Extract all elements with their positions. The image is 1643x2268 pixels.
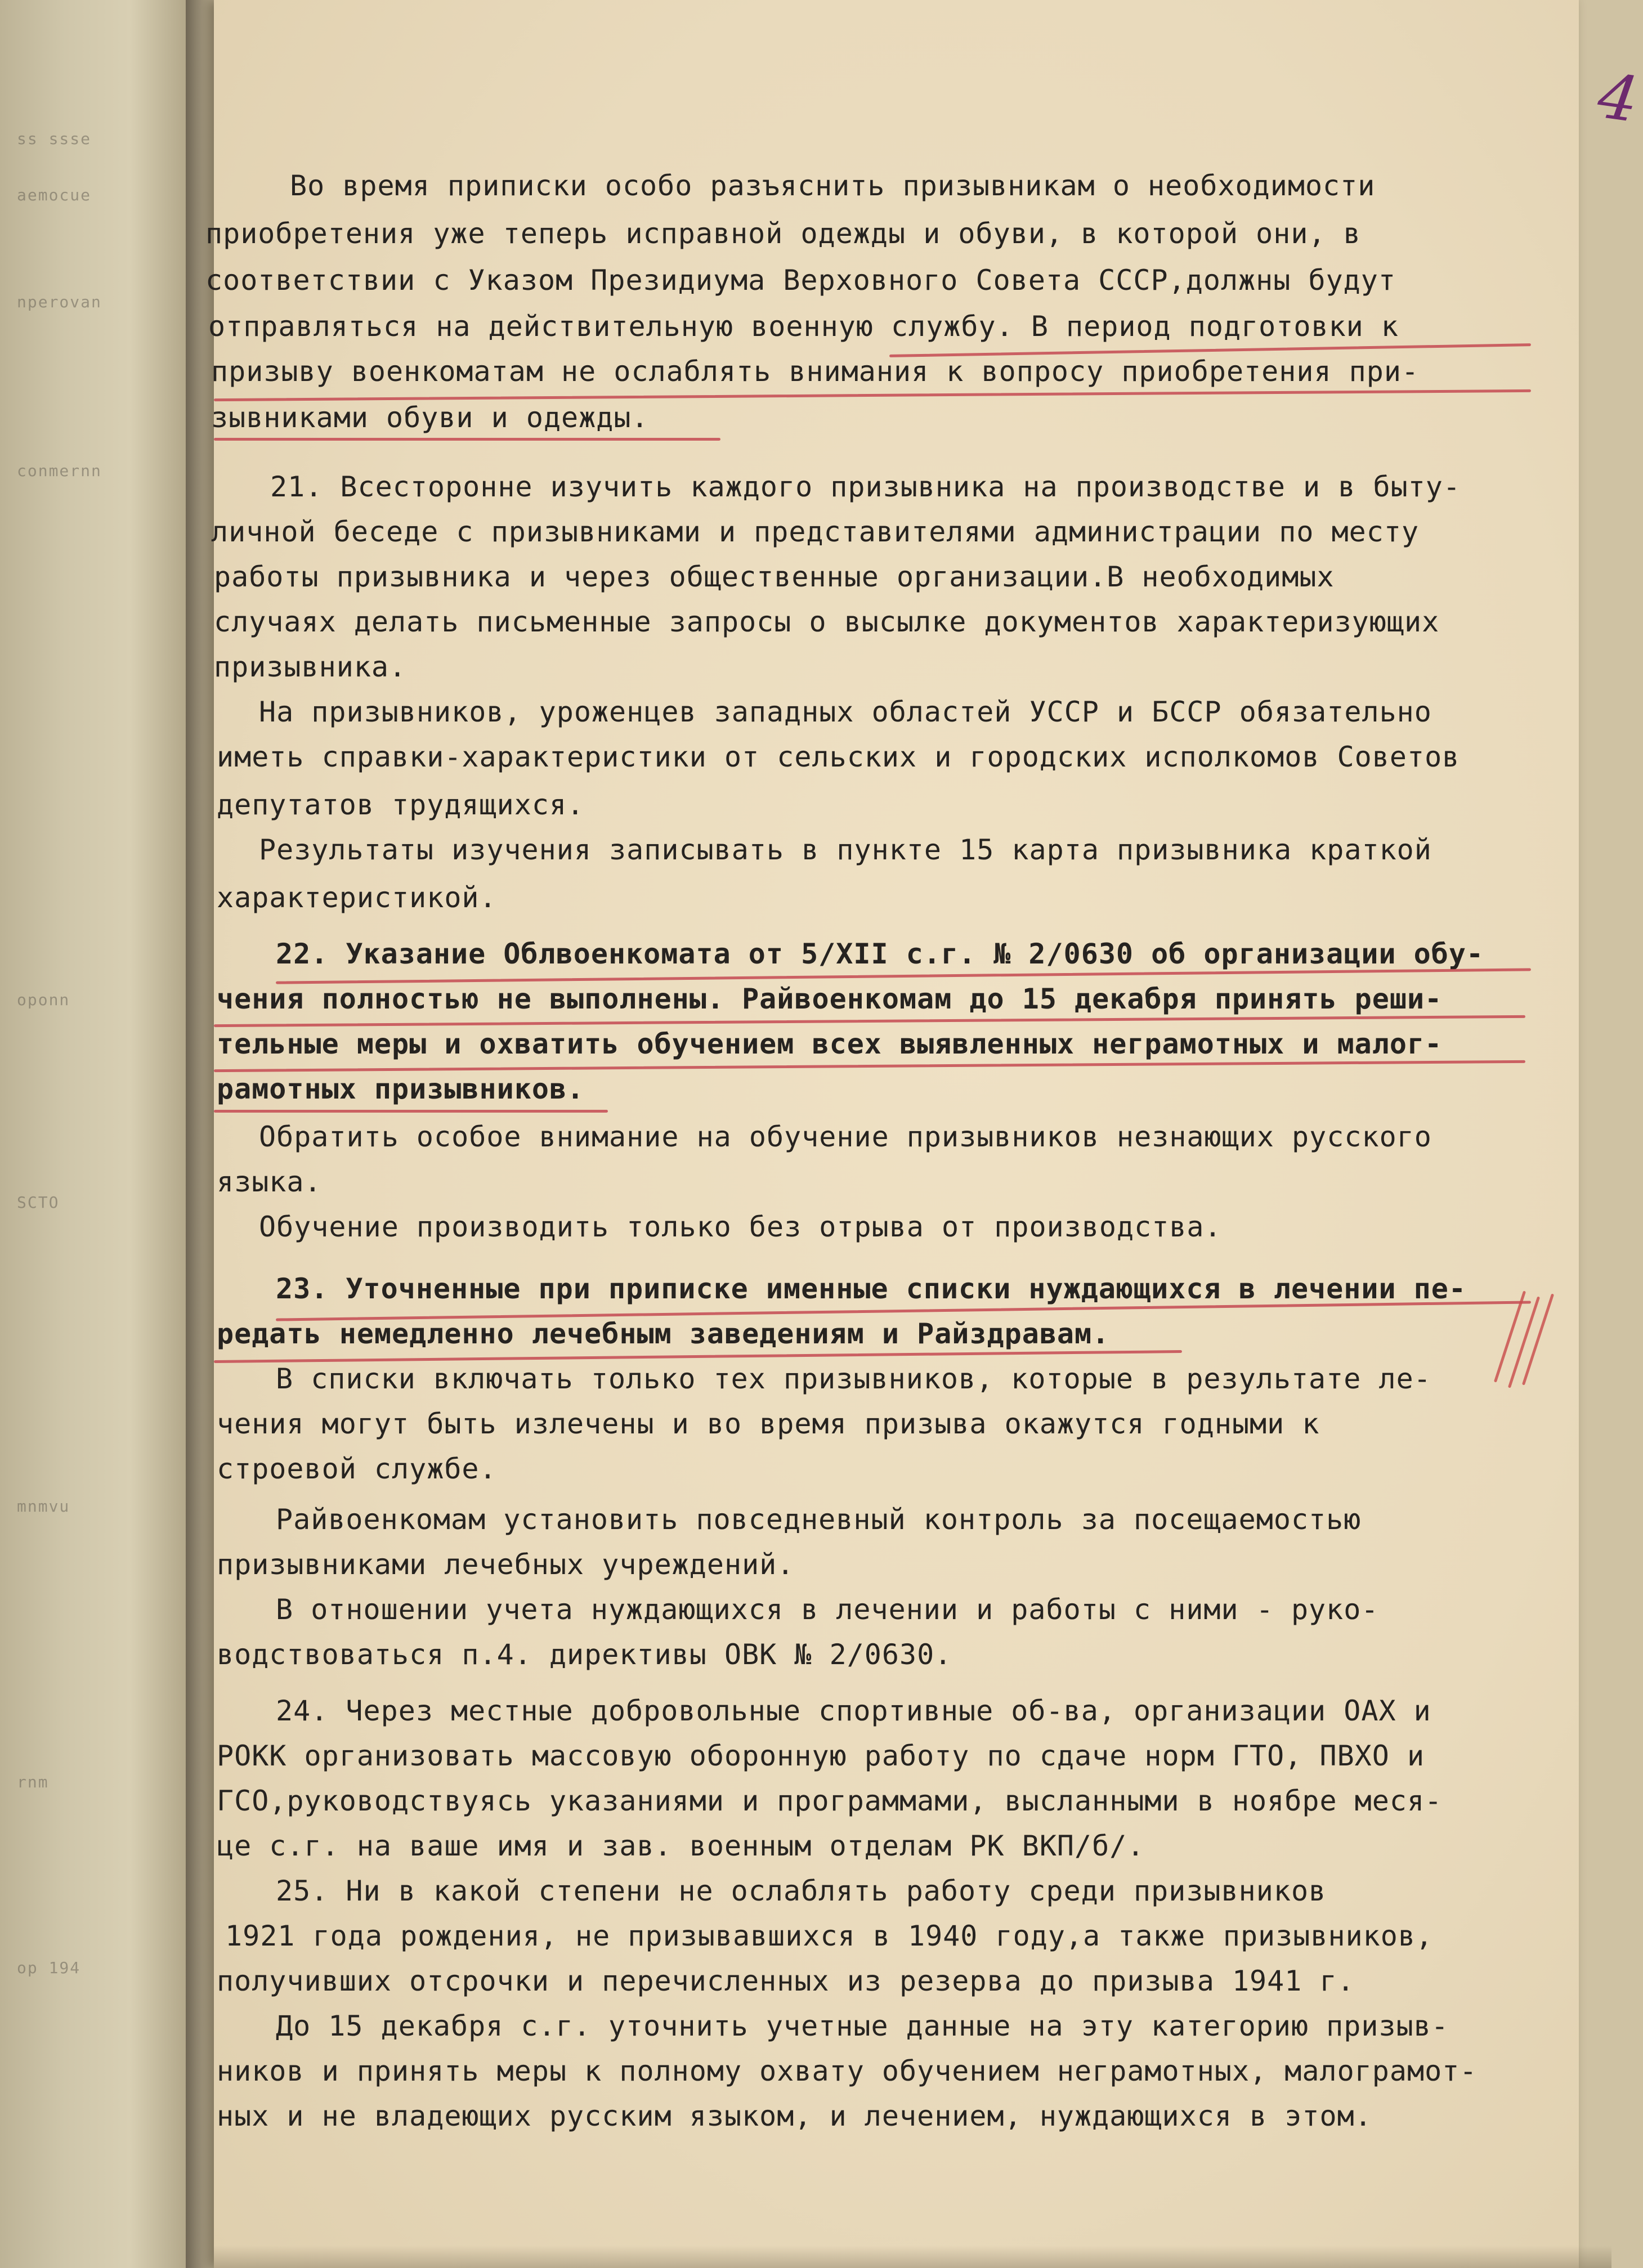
text-line: Обучение производить только без отрыва от производства.	[259, 1211, 1222, 1243]
text-line: В списки включать только тех призывников, которые в результате ле-	[276, 1362, 1431, 1395]
text-line: 22. Указание Облвоенкомата от 5/XII с.г. № 2/0630 об организации обу-	[276, 938, 1484, 970]
left-page-edge	[0, 0, 186, 2268]
text-line: приобретения уже теперь исправной одежды и обуви, в которой они, в	[205, 217, 1361, 250]
document-page	[205, 0, 1643, 2268]
text-line: призывниками лечебных учреждений.	[217, 1548, 795, 1581]
bleed-text: nperovan	[17, 293, 102, 311]
text-line: редать немедленно лечебным заведениям и Райздравам.	[217, 1317, 1110, 1350]
text-line: На призывников, уроженцев западных областей УССР и БССР обязательно	[259, 696, 1432, 728]
text-line: В отношении учета нуждающихся в лечении и работы с ними - руко-	[276, 1593, 1379, 1626]
bleed-text: conmernn	[17, 461, 102, 480]
red-underline	[214, 438, 720, 441]
text-line: ных и не владеющих русским языком, и лечением, нуждающихся в этом.	[217, 2100, 1372, 2132]
text-line: ников и принять меры к полному охвату обучением неграмотных, малограмот-	[217, 2055, 1478, 2087]
text-line: иметь справки-характеристики от сельских и городских исполкомов Советов	[217, 741, 1460, 773]
red-underline	[214, 1110, 608, 1113]
text-line: характеристикой.	[217, 881, 497, 914]
red-underline	[214, 1350, 1182, 1363]
bleed-text: mnmvu	[17, 1497, 70, 1516]
text-line: водствоваться п.4. директивы ОВК № 2/0630.	[217, 1638, 952, 1671]
text-line: зывниками обуви и одежды.	[211, 401, 649, 434]
text-line: чения могут быть излечены и во время призыва окажутся годными к	[217, 1408, 1320, 1440]
page-number: 4	[1593, 59, 1643, 137]
text-line: депутатов трудящихся.	[217, 788, 585, 821]
text-line: Райвоенкомам установить повседневный контроль за посещаемостью	[276, 1503, 1362, 1536]
text-line: призыву военкоматам не ослаблять внимания к вопросу приобретения при-	[211, 355, 1420, 388]
text-line: случаях делать письменные запросы о высылке документов характеризующих	[214, 606, 1440, 638]
text-line: тельные меры и охватить обучением всех выявленных неграмотных и малог-	[217, 1028, 1443, 1060]
text-line: РОКК организовать массовую оборонную работу по сдаче норм ГТО, ПВХО и	[217, 1740, 1425, 1772]
text-line: рамотных призывников.	[217, 1073, 585, 1105]
text-line: Обратить особое внимание на обучение призывников незнающих русского	[259, 1120, 1432, 1153]
bleed-text: op 194	[17, 1958, 81, 1977]
bleed-text: oponn	[17, 990, 70, 1009]
bleed-text: ss ssse	[17, 129, 92, 148]
bleed-text: SCTO	[17, 1193, 60, 1212]
text-line: 21. Всесторонне изучить каждого призывника на производстве и в быту-	[270, 470, 1461, 503]
text-line: призывника.	[214, 651, 407, 683]
page-shadow	[214, 2245, 1611, 2268]
text-line: строевой службе.	[217, 1453, 497, 1485]
text-line: языка.	[217, 1166, 322, 1198]
text-line: Результаты изучения записывать в пункте 15 карта призывника краткой	[259, 833, 1432, 866]
text-line: работы призывника и через общественные организации.В необходимых	[214, 561, 1335, 593]
red-underline	[214, 1015, 1525, 1027]
red-underline	[214, 1060, 1525, 1072]
text-line: Во время приписки особо разъяснить призывникам о необходимости	[290, 169, 1376, 202]
text-line: це с.г. на ваше имя и зав. военным отделам РК ВКП/б/.	[217, 1830, 1145, 1862]
text-line: получивших отсрочки и перечисленных из резерва до призыва 1941 г.	[217, 1965, 1355, 1997]
text-line: личной беседе с призывниками и представителями администрации по месту	[211, 516, 1420, 548]
bleed-text: aemocue	[17, 186, 92, 204]
text-line: ГСО,руководствуясь указаниями и программами, высланными в ноябре меся-	[217, 1785, 1443, 1817]
text-line: отправляться на действительную военную службу. В период подготовки к	[208, 310, 1399, 343]
text-line: 24. Через местные добровольные спортивные об-ва, организации ОАХ и	[276, 1695, 1431, 1727]
bleed-text: rnm	[17, 1773, 49, 1791]
text-line: 23. Уточненные при приписке именные списки нуждающихся в лечении пе-	[276, 1272, 1466, 1305]
text-line: соответствии с Указом Президиума Верховного Совета СССР,должны будут	[205, 264, 1396, 297]
text-line: До 15 декабря с.г. уточнить учетные данные на эту категорию призыв-	[276, 2010, 1449, 2042]
text-line: 1921 года рождения, не призывавшихся в 1940 году,а также призывников,	[225, 1920, 1434, 1952]
red-underline	[214, 389, 1531, 401]
text-line: 25. Ни в какой степени не ослаблять работу среди призывников	[276, 1875, 1327, 1907]
text-line: чения полностью не выполнены. Райвоенкомам до 15 декабря принять реши-	[217, 983, 1443, 1015]
